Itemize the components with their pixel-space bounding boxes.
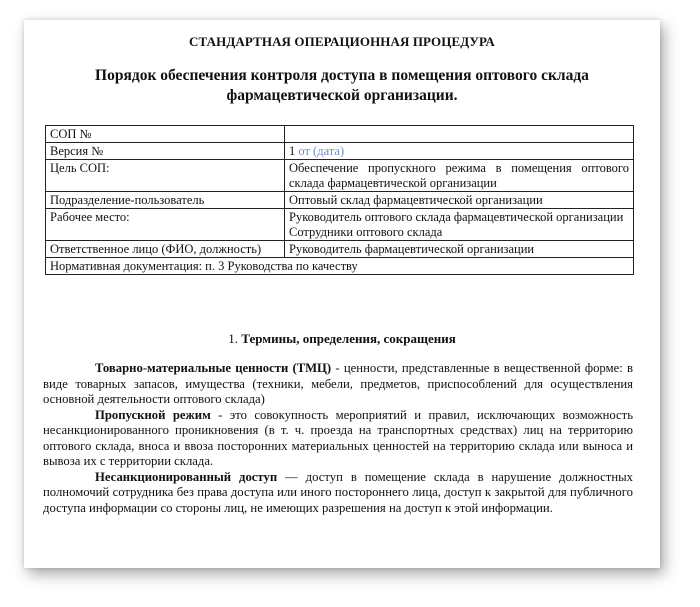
definitions-body (43, 361, 633, 516)
workplace-value (285, 209, 634, 241)
workplace-value-line-2: Сотрудники оптового склада (289, 225, 443, 239)
purpose-label: Цель СОП: (46, 160, 285, 192)
version-label: Версия № (46, 143, 285, 160)
definition-term: Пропускной режим (95, 407, 211, 422)
sop-number-value (285, 126, 634, 143)
workplace-label: Рабочее место: (46, 209, 285, 241)
definition-paragraph (43, 470, 633, 517)
table-row (46, 258, 634, 275)
document-title: Порядок обеспечения контроля доступа в помещения оптового склада фармацевтической организации. (95, 67, 589, 104)
definition-paragraph (43, 361, 633, 408)
definition-text: - это совокупность мероприятий и правил, исключающих возможность несанкционированного проникновения (в т. ч. проезда на транспортных средствах) лиц на территорию оптового склада, вноса и ввоза посторонних материальных ценностей на территорию склада или выноса и вывоза их с территории склада. (43, 407, 633, 468)
normative-docs: Нормативная документация: п. 3 Руководства по качеству (46, 258, 634, 275)
unit-value: Оптовый склад фармацевтической организации (285, 192, 634, 209)
definition-term: Товарно-материальные ценности (ТМЦ) (95, 361, 332, 375)
document-page (24, 20, 660, 568)
document-heading: СТАНДАРТНАЯ ОПЕРАЦИОННАЯ ПРОЦЕДУРА (189, 34, 495, 49)
section-title (24, 331, 660, 347)
table-row (46, 241, 634, 258)
purpose-value: Обеспечение пропускного режима в помещения оптового склада фармацевтической организации (285, 160, 634, 192)
definition-paragraph (43, 408, 633, 470)
section-number: 1. (228, 331, 239, 346)
table-row (46, 209, 634, 241)
definition-text: - ценности, представленные в вещественной форме: в виде товарных запасов, имущества (техники, мебели, предметов, приспособлений для осуществления основной деятельности оптового склада) (43, 361, 633, 406)
definition-term: Несанкционированный доступ (95, 469, 278, 484)
responsible-label: Ответственное лицо (ФИО, должность) (46, 241, 285, 258)
table-row (46, 192, 634, 209)
table-row (46, 143, 634, 160)
table-row (46, 160, 634, 192)
definition-text: — доступ в помещение склада в нарушение должностных полномочий сотрудника без права доступа или иного постороннего лица, доступ к закрытой для публичного доступа информации со стороны лиц, не имеющих разрешения на доступ к этой информации. (43, 469, 634, 515)
sop-info-table (45, 125, 634, 275)
table-row (46, 126, 634, 143)
sop-number-label: СОП № (46, 126, 285, 143)
section-heading: Термины, определения, сокращения (241, 331, 456, 346)
version-number: 1 (289, 144, 296, 158)
responsible-value: Руководитель фармацевтической организации (285, 241, 634, 258)
workplace-value-line-1: Руководитель оптового склада фармацевтической организации (289, 210, 624, 224)
version-value (285, 143, 634, 160)
version-date-placeholder: от (дата) (298, 144, 345, 158)
unit-label: Подразделение-пользователь (46, 192, 285, 209)
